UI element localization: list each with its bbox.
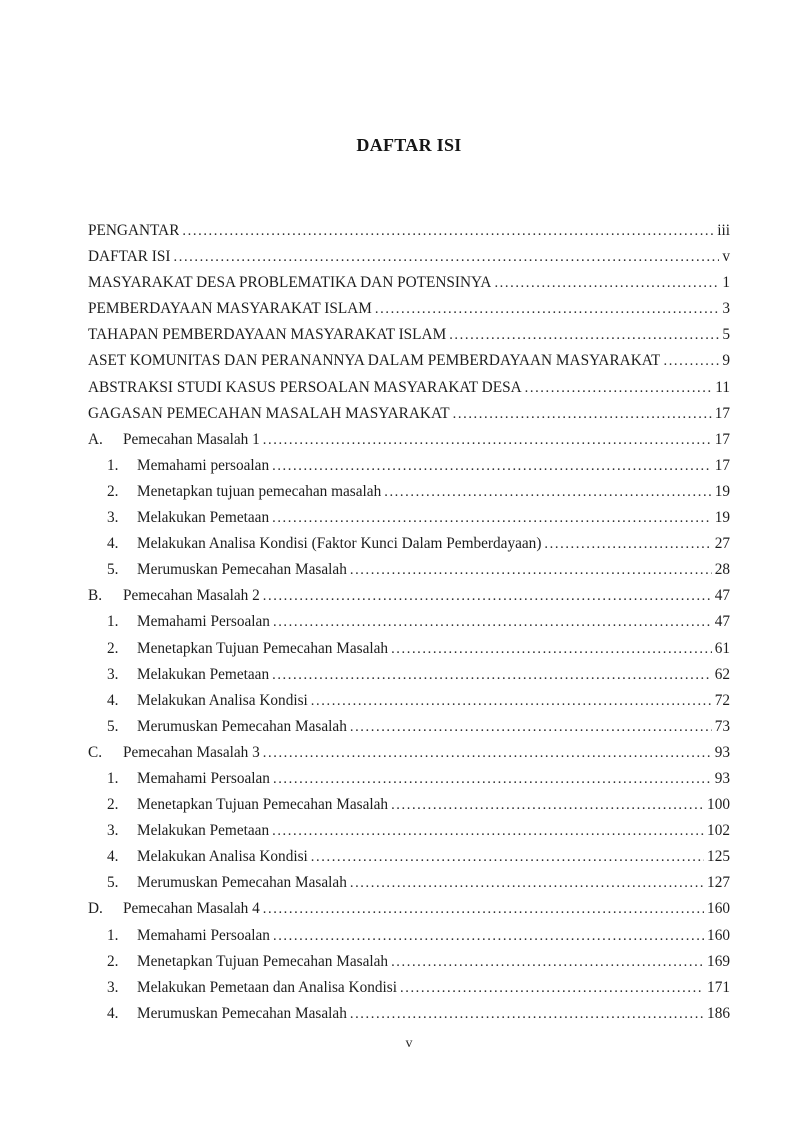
toc-entry-page: 93: [714, 743, 730, 761]
toc-entry: [88, 453, 730, 479]
dot-leader: [263, 583, 712, 609]
toc-entry-label: Merumuskan Pemecahan Masalah: [137, 1004, 347, 1022]
toc-entry-marker: B.: [88, 587, 103, 605]
toc-entry-label: Melakukan Analisa Kondisi (Faktor Kunci Dalam Pemberdayaan): [137, 535, 542, 553]
dot-leader: [391, 792, 704, 818]
dot-leader: [494, 270, 719, 296]
toc-entry-marker: 3.: [107, 509, 119, 527]
toc-entry-label: Melakukan Pemetaan dan Analisa Kondisi: [137, 978, 397, 996]
dot-leader: [453, 401, 712, 427]
toc-entry: [88, 870, 730, 896]
toc-entry-page: 127: [707, 874, 730, 892]
toc-entry: [88, 479, 730, 505]
dot-leader: [311, 688, 712, 714]
toc-entry-label: MASYARAKAT DESA PROBLEMATIKA DAN POTENSINYA: [88, 274, 492, 292]
toc-entry: [88, 583, 730, 609]
toc-entry-page: 100: [707, 796, 730, 814]
toc-entry: [88, 322, 730, 348]
toc-entry: [88, 427, 730, 453]
toc-entry: [88, 1001, 730, 1027]
toc-entry-label: Memahami Persoalan: [137, 769, 270, 787]
toc-entry: [88, 375, 730, 401]
toc-entry: [88, 688, 730, 714]
toc-entry: [88, 531, 730, 557]
toc-entry: [88, 296, 730, 322]
toc-entry: [88, 401, 730, 427]
toc-entry: [88, 557, 730, 583]
page-title: DAFTAR ISI: [356, 135, 462, 155]
toc-entry: [88, 740, 730, 766]
dot-leader: [350, 1001, 704, 1027]
toc-entry-marker: 2.: [107, 952, 119, 970]
content-block: [88, 0, 730, 1027]
toc-list: [88, 218, 730, 1027]
toc-entry-marker: 1.: [107, 926, 119, 944]
toc-entry: [88, 818, 730, 844]
dot-leader: [350, 557, 712, 583]
toc-entry-label: Pemecahan Masalah 2: [123, 587, 260, 605]
dot-leader: [525, 375, 713, 401]
dot-leader: [263, 896, 704, 922]
dot-leader: [391, 949, 704, 975]
toc-entry-label: PEMBERDAYAAN MASYARAKAT ISLAM: [88, 300, 372, 318]
toc-entry-page: 47: [714, 587, 730, 605]
toc-entry-page: 5: [722, 326, 730, 344]
dot-leader: [391, 636, 712, 662]
dot-leader: [311, 844, 704, 870]
toc-entry-page: 47: [714, 613, 730, 631]
toc-entry-marker: 4.: [107, 535, 119, 553]
toc-entry-page: 19: [714, 509, 730, 527]
toc-entry-page: 27: [714, 535, 730, 553]
toc-entry-marker: 3.: [107, 665, 119, 683]
toc-entry-page: 17: [714, 456, 730, 474]
toc-entry-page: 28: [714, 561, 730, 579]
toc-entry-label: Menetapkan tujuan pemecahan masalah: [137, 482, 382, 500]
dot-leader: [350, 714, 712, 740]
toc-entry-marker: C.: [88, 743, 103, 761]
toc-entry: [88, 923, 730, 949]
toc-entry-label: Memahami Persoalan: [137, 613, 270, 631]
toc-entry-label: Melakukan Pemetaan: [137, 665, 270, 683]
toc-entry-label: Pemecahan Masalah 1: [123, 430, 260, 448]
dot-leader: [544, 531, 711, 557]
toc-entry-label: PENGANTAR: [88, 222, 180, 239]
toc-entry-page: 73: [714, 717, 730, 735]
toc-entry-label: Merumuskan Pemecahan Masalah: [137, 717, 347, 735]
toc-entry-label: Merumuskan Pemecahan Masalah: [137, 561, 347, 579]
toc-entry-marker: 5.: [107, 717, 119, 735]
dot-leader: [272, 662, 712, 688]
toc-entry-label: Melakukan Pemetaan: [137, 509, 270, 527]
dot-leader: [273, 923, 704, 949]
toc-entry-page: iii: [717, 222, 730, 239]
toc-entry-label: Merumuskan Pemecahan Masalah: [137, 874, 347, 892]
toc-entry: [88, 714, 730, 740]
toc-entry-marker: 4.: [107, 848, 119, 866]
dot-leader: [350, 870, 704, 896]
dot-leader: [663, 348, 719, 374]
toc-entry-label: Menetapkan Tujuan Pemecahan Masalah: [137, 796, 389, 814]
dot-leader: [272, 505, 712, 531]
toc-entry: [88, 949, 730, 975]
toc-entry-page: 17: [714, 430, 730, 448]
toc-entry-marker: 2.: [107, 482, 119, 500]
dot-leader: [272, 818, 704, 844]
toc-entry-marker: 5.: [107, 874, 119, 892]
toc-entry-page: 160: [707, 926, 730, 944]
toc-entry-label: Pemecahan Masalah 4: [123, 900, 260, 918]
toc-entry-label: ABSTRAKSI STUDI KASUS PERSOALAN MASYARAKAT DESA: [88, 378, 522, 396]
toc-entry-marker: 1.: [107, 769, 119, 787]
toc-entry-marker: 2.: [107, 639, 119, 657]
toc-entry-marker: 1.: [107, 456, 119, 474]
toc-entry: [88, 792, 730, 818]
dot-leader: [263, 427, 712, 453]
toc-entry: [88, 505, 730, 531]
toc-entry-label: Melakukan Pemetaan: [137, 822, 270, 840]
dot-leader: [375, 296, 719, 322]
toc-entry-label: Menetapkan Tujuan Pemecahan Masalah: [137, 639, 389, 657]
toc-entry-page: 19: [714, 482, 730, 500]
toc-entry-page: 125: [707, 848, 730, 866]
toc-entry: [88, 348, 730, 374]
toc-entry-page: 171: [707, 978, 730, 996]
toc-entry: [88, 975, 730, 1001]
dot-leader: [400, 975, 704, 1001]
toc-entry-page: 17: [714, 404, 730, 422]
toc-entry-label: Melakukan Analisa Kondisi: [137, 691, 308, 709]
toc-entry: [88, 636, 730, 662]
toc-entry: [88, 844, 730, 870]
toc-entry-marker: 4.: [107, 1004, 119, 1022]
footer-page-number: v: [405, 1036, 413, 1051]
toc-entry-label: TAHAPAN PEMBERDAYAAN MASYARAKAT ISLAM: [88, 326, 447, 344]
toc-entry-label: ASET KOMUNITAS DAN PERANANNYA DALAM PEMBERDAYAAN MASYARAKAT: [88, 352, 661, 370]
toc-entry-page: 169: [707, 952, 730, 970]
toc-entry-page: 1: [722, 274, 730, 292]
toc-entry-marker: D.: [88, 900, 103, 918]
dot-leader: [273, 766, 712, 792]
toc-entry: [88, 218, 730, 244]
toc-entry-marker: 3.: [107, 822, 119, 840]
toc-entry-page: 61: [714, 639, 730, 657]
toc-entry-page: 11: [715, 378, 730, 396]
dot-leader: [273, 609, 712, 635]
toc-entry: [88, 244, 730, 270]
dot-leader: [263, 740, 712, 766]
toc-entry-label: Menetapkan Tujuan Pemecahan Masalah: [137, 952, 389, 970]
toc-entry-label: Melakukan Analisa Kondisi: [137, 848, 308, 866]
toc-entry: [88, 766, 730, 792]
dot-leader: [384, 479, 711, 505]
toc-entry-marker: 3.: [107, 978, 119, 996]
dot-leader: [174, 244, 720, 270]
toc-entry-label: Pemecahan Masalah 3: [123, 743, 260, 761]
toc-entry-marker: 4.: [107, 691, 119, 709]
toc-entry: [88, 896, 730, 922]
toc-entry-marker: A.: [88, 430, 103, 448]
toc-entry-page: 93: [714, 769, 730, 787]
toc-entry: [88, 270, 730, 296]
toc-entry-label: Memahami Persoalan: [137, 926, 270, 944]
dot-leader: [182, 218, 714, 244]
toc-entry-page: 62: [714, 665, 730, 683]
toc-entry-page: v: [722, 248, 730, 266]
toc-entry-marker: 2.: [107, 796, 119, 814]
toc-entry: [88, 662, 730, 688]
toc-entry-page: 9: [722, 352, 730, 370]
toc-entry: [88, 609, 730, 635]
toc-entry-page: 160: [707, 900, 730, 918]
toc-entry-label: GAGASAN PEMECAHAN MASALAH MASYARAKAT: [88, 404, 450, 422]
toc-entry-marker: 1.: [107, 613, 119, 631]
dot-leader: [272, 453, 712, 479]
toc-entry-page: 186: [707, 1004, 730, 1022]
toc-entry-marker: 5.: [107, 561, 119, 579]
toc-entry-label: Memahami persoalan: [137, 456, 270, 474]
toc-entry-page: 102: [707, 822, 730, 840]
toc-entry-page: 72: [714, 691, 730, 709]
toc-entry-label: DAFTAR ISI: [88, 248, 171, 266]
toc-entry-page: 3: [722, 300, 730, 318]
dot-leader: [449, 322, 719, 348]
